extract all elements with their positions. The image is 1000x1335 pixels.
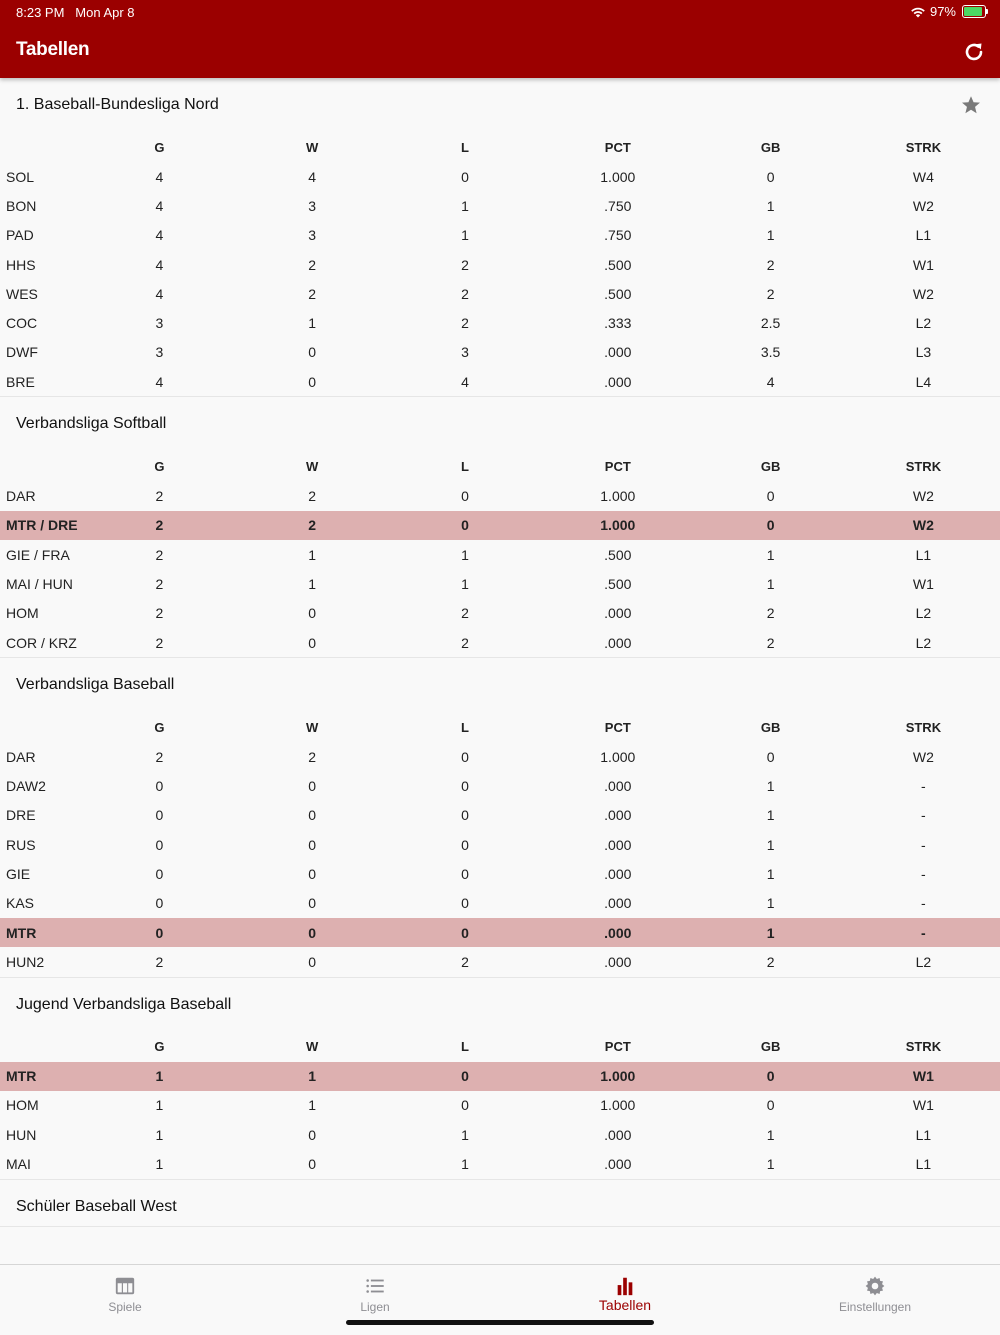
- column-header-l: L: [461, 719, 469, 735]
- table-row: [0, 801, 1000, 830]
- team-name: DAR: [6, 488, 36, 505]
- table-row: [0, 771, 1000, 800]
- stat-g: 2: [155, 575, 164, 592]
- page-title: Tabellen: [16, 39, 90, 60]
- team-name: BON: [6, 197, 37, 214]
- tab-label: Spiele: [108, 1300, 142, 1314]
- refresh-icon[interactable]: [962, 40, 986, 64]
- table-row: [0, 947, 1000, 976]
- column-header-g: G: [154, 719, 165, 735]
- stat-w: 2: [308, 517, 317, 534]
- table-row: [0, 1091, 1000, 1120]
- stat-gb: 1: [766, 546, 775, 563]
- stat-l: 0: [461, 895, 469, 912]
- battery-icon: [962, 5, 986, 18]
- stat-l: 0: [461, 748, 469, 765]
- table-row: [0, 191, 1000, 220]
- table-row: [0, 540, 1000, 569]
- stat-l: 0: [461, 517, 469, 534]
- table-row: [0, 742, 1000, 771]
- column-header-pct: PCT: [604, 1039, 631, 1055]
- stat-pct: .000: [604, 778, 632, 795]
- wifi-icon: [910, 6, 926, 18]
- stat-pct: .500: [604, 546, 632, 563]
- stat-strk: L2: [915, 953, 932, 970]
- stat-pct: .000: [604, 1126, 632, 1143]
- stat-g: 1: [155, 1068, 164, 1085]
- stat-pct: 1.000: [600, 517, 636, 534]
- tab-label: Tabellen: [598, 1297, 652, 1313]
- stat-l: 0: [461, 778, 469, 795]
- column-header-gb: GB: [760, 458, 781, 474]
- stat-g: 0: [155, 865, 164, 882]
- stat-pct: .750: [604, 227, 632, 244]
- stat-gb: 0: [766, 488, 775, 505]
- stat-pct: .000: [604, 634, 632, 651]
- team-name: COR / KRZ: [6, 634, 77, 651]
- stat-w: 3: [308, 227, 317, 244]
- team-name: KAS: [6, 895, 35, 912]
- stat-strk: L1: [915, 227, 932, 244]
- column-header-pct: PCT: [604, 719, 631, 735]
- standings-list[interactable]: [0, 78, 1000, 1264]
- stat-g: 2: [155, 748, 164, 765]
- stat-pct: .000: [604, 373, 632, 390]
- column-header-strk: STRK: [905, 1039, 942, 1055]
- stat-w: 0: [308, 778, 317, 795]
- stat-pct: .333: [604, 315, 632, 332]
- stat-l: 0: [461, 168, 469, 185]
- stat-g: 4: [155, 373, 164, 390]
- stat-l: 1: [461, 227, 469, 244]
- stat-w: 0: [308, 634, 317, 651]
- stat-strk: L2: [915, 605, 932, 622]
- status-date: Mon Apr 8: [75, 5, 135, 20]
- stat-w: 0: [308, 1156, 317, 1173]
- stat-w: 0: [308, 953, 317, 970]
- stat-strk: W1: [912, 575, 934, 592]
- stat-pct: .000: [604, 895, 632, 912]
- stat-strk: -: [921, 895, 926, 912]
- stat-l: 2: [461, 285, 469, 302]
- stat-w: 2: [308, 285, 317, 302]
- stat-strk: W2: [912, 285, 934, 302]
- team-name: DAW2: [6, 778, 46, 795]
- stat-l: 0: [461, 1068, 469, 1085]
- stat-w: 0: [308, 924, 317, 941]
- table-row: [0, 1149, 1000, 1178]
- stat-gb: 2: [766, 256, 775, 273]
- stat-strk: W1: [912, 1068, 934, 1085]
- stat-pct: 1.000: [600, 1097, 636, 1114]
- status-indicators: [910, 4, 986, 19]
- team-name: HOM: [6, 605, 39, 622]
- table-row: [0, 221, 1000, 250]
- team-name: SOL: [6, 168, 35, 185]
- team-name: HUN: [6, 1126, 37, 1143]
- table-row: [0, 1120, 1000, 1149]
- gear-icon: [864, 1275, 886, 1297]
- stat-w: 0: [308, 895, 317, 912]
- stat-g: 2: [155, 953, 164, 970]
- league-title: Verbandsliga Softball: [16, 415, 167, 433]
- column-header-l: L: [461, 1039, 469, 1055]
- column-header-g: G: [154, 139, 165, 155]
- stat-gb: 1: [766, 836, 775, 853]
- stat-l: 4: [461, 373, 469, 390]
- team-name: MAI / HUN: [6, 575, 73, 592]
- stat-pct: .000: [604, 605, 632, 622]
- list-icon: [364, 1275, 386, 1297]
- table-header-row: [0, 132, 1000, 162]
- stat-l: 2: [461, 256, 469, 273]
- league-section: [0, 978, 1000, 1180]
- app-header: [0, 0, 1000, 78]
- team-name: DRE: [6, 807, 36, 824]
- stat-g: 1: [155, 1156, 164, 1173]
- stat-gb: 0: [766, 517, 775, 534]
- table-header-row: [0, 1032, 1000, 1062]
- stat-g: 3: [155, 315, 164, 332]
- stat-gb: 0: [766, 1097, 775, 1114]
- table-row-highlighted: [0, 511, 1000, 540]
- league-title: Jugend Verbandsliga Baseball: [16, 995, 232, 1013]
- stat-pct: .000: [604, 865, 632, 882]
- stat-w: 0: [308, 344, 317, 361]
- stat-pct: 1.000: [600, 748, 636, 765]
- column-header-l: L: [461, 458, 469, 474]
- column-header-w: W: [306, 458, 319, 474]
- stat-pct: .000: [604, 953, 632, 970]
- battery-percent: 97%: [929, 4, 956, 19]
- stat-l: 0: [461, 488, 469, 505]
- league-section: [0, 78, 1000, 397]
- stat-w: 0: [308, 865, 317, 882]
- stat-l: 2: [461, 634, 469, 651]
- league-title: Verbandsliga Baseball: [16, 676, 175, 694]
- stat-l: 0: [461, 924, 469, 941]
- league-title: Schüler Baseball West: [16, 1197, 177, 1215]
- tab-spiele[interactable]: [0, 1265, 250, 1335]
- table-icon: [114, 1275, 136, 1297]
- stat-g: 2: [155, 634, 164, 651]
- stat-strk: L2: [915, 634, 932, 651]
- stat-gb: 0: [766, 1068, 775, 1085]
- stat-g: 0: [155, 924, 164, 941]
- column-header-gb: GB: [760, 1039, 781, 1055]
- stat-g: 4: [155, 168, 164, 185]
- stat-strk: -: [921, 778, 926, 795]
- team-name: WES: [6, 285, 38, 302]
- table-row: [0, 569, 1000, 598]
- team-name: PAD: [6, 227, 34, 244]
- stat-w: 1: [308, 575, 317, 592]
- table-header-row: [0, 712, 1000, 742]
- table-row: [0, 830, 1000, 859]
- column-header-pct: PCT: [604, 458, 631, 474]
- team-name: BRE: [6, 373, 35, 390]
- table-row: [0, 279, 1000, 308]
- stat-pct: .500: [604, 285, 632, 302]
- section-header: [0, 658, 1000, 712]
- table-row: [0, 338, 1000, 367]
- table-row-highlighted: [0, 918, 1000, 947]
- team-name: COC: [6, 315, 38, 332]
- stat-gb: 2: [766, 605, 775, 622]
- table-row-highlighted: [0, 1062, 1000, 1091]
- bar-chart-icon: [614, 1275, 636, 1297]
- team-name: GIE / FRA: [6, 546, 70, 563]
- team-name: DAR: [6, 748, 36, 765]
- stat-w: 1: [308, 1097, 317, 1114]
- column-header-w: W: [306, 719, 319, 735]
- stat-gb: 1: [766, 197, 775, 214]
- stat-gb: 4: [766, 373, 775, 390]
- team-name: HOM: [6, 1097, 39, 1114]
- column-header-gb: GB: [760, 719, 781, 735]
- team-name: HHS: [6, 256, 36, 273]
- stat-l: 1: [461, 197, 469, 214]
- stat-strk: L3: [915, 344, 932, 361]
- stat-g: 2: [155, 605, 164, 622]
- stat-w: 2: [308, 256, 317, 273]
- column-header-strk: STRK: [905, 719, 942, 735]
- stat-strk: -: [921, 836, 926, 853]
- stat-l: 1: [461, 546, 469, 563]
- stat-l: 0: [461, 1097, 469, 1114]
- stat-w: 1: [308, 315, 317, 332]
- column-header-w: W: [306, 139, 319, 155]
- stat-l: 1: [461, 1156, 469, 1173]
- stat-pct: .000: [604, 1156, 632, 1173]
- stat-pct: 1.000: [600, 168, 636, 185]
- stat-l: 1: [461, 575, 469, 592]
- stat-gb: 1: [766, 575, 775, 592]
- tab-einstellungen[interactable]: [750, 1265, 1000, 1335]
- stat-strk: L1: [915, 546, 932, 563]
- column-header-gb: GB: [760, 139, 781, 155]
- stat-strk: W2: [912, 488, 934, 505]
- stat-g: 4: [155, 256, 164, 273]
- stat-l: 2: [461, 953, 469, 970]
- section-header: [0, 978, 1000, 1032]
- stat-gb: 0: [766, 168, 775, 185]
- stat-w: 1: [308, 1068, 317, 1085]
- table-row: [0, 889, 1000, 918]
- table-row: [0, 250, 1000, 279]
- stat-g: 0: [155, 778, 164, 795]
- home-indicator: [346, 1320, 654, 1325]
- stat-l: 0: [461, 865, 469, 882]
- stat-pct: .000: [604, 924, 632, 941]
- stat-strk: W4: [912, 168, 934, 185]
- stat-strk: W2: [912, 197, 934, 214]
- stat-pct: .500: [604, 575, 632, 592]
- stat-w: 2: [308, 748, 317, 765]
- favorite-star-icon[interactable]: [960, 94, 982, 116]
- team-name: GIE: [6, 865, 31, 882]
- stat-l: 0: [461, 836, 469, 853]
- stat-gb: 2.5: [760, 315, 781, 332]
- stat-gb: 2: [766, 953, 775, 970]
- table-row: [0, 367, 1000, 396]
- stat-strk: W1: [912, 1097, 934, 1114]
- stat-strk: W1: [912, 256, 934, 273]
- stat-pct: .000: [604, 344, 632, 361]
- stat-gb: 1: [766, 227, 775, 244]
- stat-gb: 1: [766, 895, 775, 912]
- stat-gb: 0: [766, 748, 775, 765]
- stat-g: 0: [155, 836, 164, 853]
- column-header-w: W: [306, 1039, 319, 1055]
- stat-strk: L2: [915, 315, 932, 332]
- stat-g: 4: [155, 285, 164, 302]
- stat-gb: 2: [766, 634, 775, 651]
- tab-label: Ligen: [360, 1300, 390, 1314]
- team-name: MTR / DRE: [6, 517, 78, 534]
- stat-g: 0: [155, 895, 164, 912]
- stat-gb: 1: [766, 1126, 775, 1143]
- stat-pct: .750: [604, 197, 632, 214]
- stat-pct: .500: [604, 256, 632, 273]
- column-header-strk: STRK: [905, 458, 942, 474]
- stat-strk: L1: [915, 1156, 932, 1173]
- stat-l: 2: [461, 605, 469, 622]
- stat-l: 1: [461, 1126, 469, 1143]
- league-section: [0, 1180, 1000, 1227]
- league-section: [0, 397, 1000, 658]
- column-header-g: G: [154, 1039, 165, 1055]
- stat-pct: 1.000: [600, 1068, 636, 1085]
- stat-strk: -: [921, 865, 926, 882]
- team-name: HUN2: [6, 953, 45, 970]
- tab-label: Einstellungen: [838, 1300, 912, 1314]
- stat-w: 4: [308, 168, 317, 185]
- stat-g: 1: [155, 1126, 164, 1143]
- table-row: [0, 481, 1000, 510]
- team-name: RUS: [6, 836, 36, 853]
- stat-gb: 1: [766, 778, 775, 795]
- stat-strk: W2: [912, 748, 934, 765]
- column-header-g: G: [154, 458, 165, 474]
- stat-pct: 1.000: [600, 488, 636, 505]
- team-name: MTR: [6, 1068, 37, 1085]
- stat-w: 0: [308, 807, 317, 824]
- stat-gb: 1: [766, 1156, 775, 1173]
- team-name: MTR: [6, 924, 37, 941]
- stat-strk: W2: [912, 517, 934, 534]
- stat-g: 2: [155, 517, 164, 534]
- table-row: [0, 599, 1000, 628]
- stat-w: 1: [308, 546, 317, 563]
- stat-g: 2: [155, 488, 164, 505]
- stat-w: 0: [308, 373, 317, 390]
- stat-l: 3: [461, 344, 469, 361]
- league-title: 1. Baseball-Bundesliga Nord: [16, 96, 219, 113]
- stat-g: 1: [155, 1097, 164, 1114]
- section-header: [0, 78, 1000, 132]
- table-row: [0, 162, 1000, 191]
- table-header-row: [0, 451, 1000, 481]
- stat-strk: -: [921, 807, 926, 824]
- stat-w: 0: [308, 836, 317, 853]
- stat-l: 0: [461, 807, 469, 824]
- column-header-strk: STRK: [905, 139, 942, 155]
- stat-gb: 1: [766, 807, 775, 824]
- section-header: [0, 1180, 1000, 1226]
- stat-strk: -: [921, 924, 926, 941]
- stat-gb: 1: [766, 865, 775, 882]
- stat-g: 4: [155, 197, 164, 214]
- stat-g: 0: [155, 807, 164, 824]
- stat-gb: 3.5: [760, 344, 781, 361]
- league-section: [0, 658, 1000, 977]
- stat-gb: 2: [766, 285, 775, 302]
- stat-w: 0: [308, 605, 317, 622]
- team-name: DWF: [6, 344, 38, 361]
- stat-pct: .000: [604, 807, 632, 824]
- stat-gb: 1: [766, 924, 775, 941]
- column-header-l: L: [461, 139, 469, 155]
- stat-l: 2: [461, 315, 469, 332]
- table-row: [0, 628, 1000, 657]
- stat-g: 4: [155, 227, 164, 244]
- stat-strk: L1: [915, 1126, 932, 1143]
- stat-g: 2: [155, 546, 164, 563]
- stat-w: 0: [308, 1126, 317, 1143]
- column-header-pct: PCT: [604, 139, 631, 155]
- section-header: [0, 397, 1000, 451]
- team-name: MAI: [6, 1156, 31, 1173]
- stat-w: 3: [308, 197, 317, 214]
- table-row: [0, 308, 1000, 337]
- stat-pct: .000: [604, 836, 632, 853]
- stat-g: 3: [155, 344, 164, 361]
- stat-strk: L4: [915, 373, 932, 390]
- stat-w: 2: [308, 488, 317, 505]
- table-row: [0, 859, 1000, 888]
- status-time: 8:23 PM Mon Apr 8: [16, 5, 135, 20]
